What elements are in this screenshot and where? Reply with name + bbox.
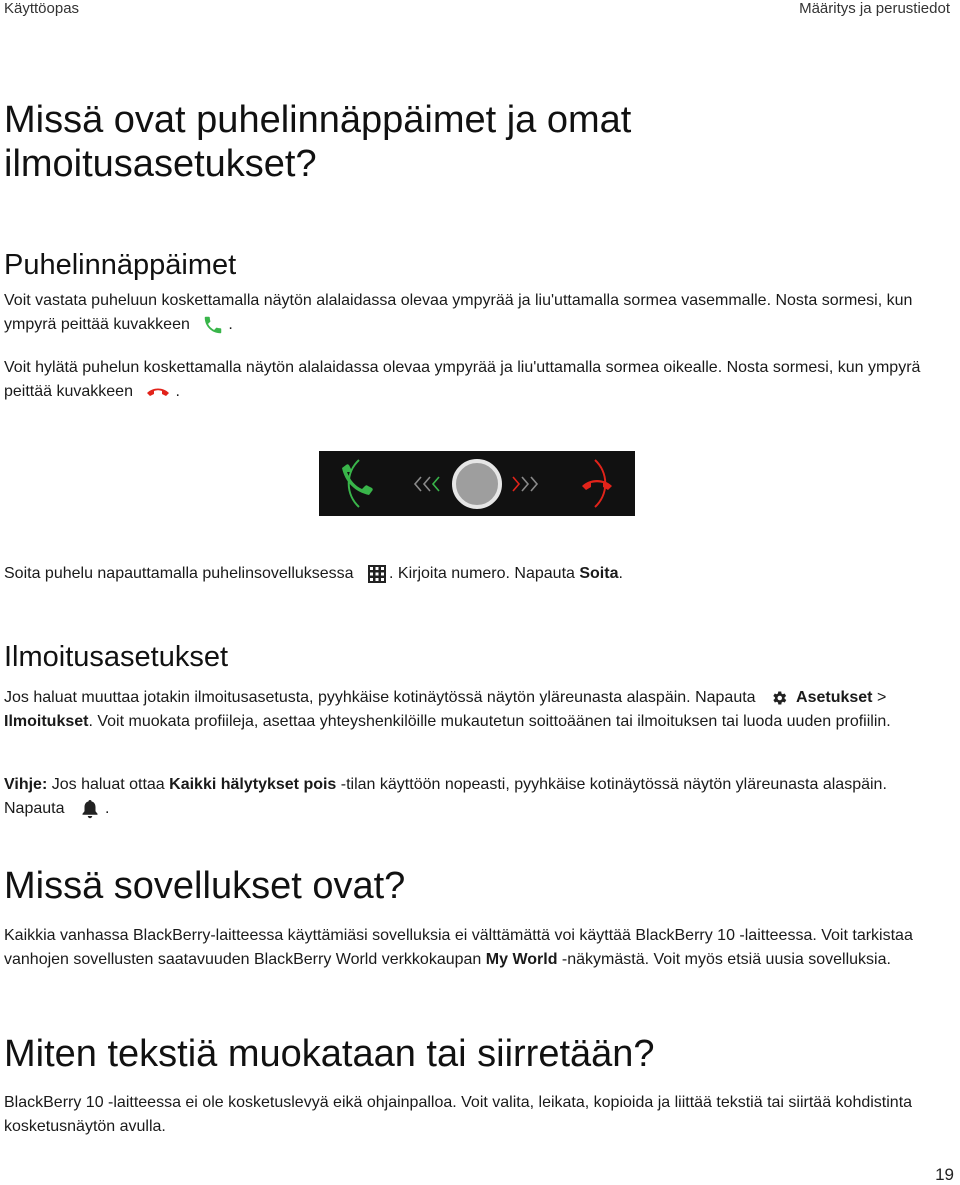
section-heading-keys: Puhelinnäppäimet: [4, 249, 237, 281]
tip-label: Vihje:: [4, 776, 48, 793]
paragraph-apps-text-b: -näkymästä. Voit myös etsiä uusia sovelluksia.: [557, 951, 891, 968]
call-label: Soita: [579, 565, 619, 582]
page-title: [4, 98, 631, 186]
dialpad-icon: [368, 565, 386, 583]
paragraph-notify-text: Jos haluat muuttaa jotakin ilmoitusasetusta, pyyhkäise kotinäytössä näytön yläreunasta alaspäin. Napauta: [4, 689, 756, 706]
paragraph-dial: [4, 562, 949, 586]
paragraph-tip: [4, 773, 949, 821]
section-heading-apps: Missä sovellukset ovat?: [4, 865, 406, 907]
settings-label: Asetukset: [796, 689, 873, 706]
tip-text-a: Jos haluat ottaa: [47, 776, 170, 793]
phone-answer-icon: [202, 314, 224, 336]
paragraph-answer-text: Voit vastata puheluun koskettamalla näytön alalaidassa olevaa ympyrää ja liu'uttamalla sormea vasemmalle. Nosta sormesi, kun ympyrä peittää kuvakkeen: [4, 292, 913, 333]
phone-decline-icon: [145, 384, 171, 400]
paragraph-dial-mid: . Kirjoita numero. Napauta: [389, 565, 580, 582]
paragraph-dial-text: Soita puhelu napauttamalla puhelinsovelluksessa: [4, 565, 354, 582]
paragraph-dial-end: .: [618, 565, 623, 582]
paragraph-edit: BlackBerry 10 -laitteessa ei ole kosketuslevyä eikä ohjainpalloa. Voit valita, leikata, kopioida ja liittää tekstiä tai siirtää kohdistinta kosketusnäytön avulla.: [4, 1094, 913, 1135]
paragraph-apps-text-a: Kaikkia vanhassa BlackBerry-laitteessa käyttämiäsi sovelluksia ei välttämättä voi käyttää BlackBerry 10 -laitteessa. Voit tarkistaa vanhojen sovellusten saatavuuden BlackBerry World verkkokaupan: [4, 927, 913, 968]
tip-end: .: [104, 800, 110, 817]
notifications-label: Ilmoitukset: [4, 713, 89, 730]
all-alerts-off-label: Kaikki hälytykset pois: [169, 776, 337, 793]
header-section-title: Määritys ja perustiedot: [799, 0, 950, 17]
bell-icon: [81, 799, 99, 819]
page-number: 19: [935, 1165, 954, 1184]
page-title-line1: Missä ovat puhelinnäppäimet ja omat: [4, 99, 632, 141]
paragraph-decline: [4, 356, 949, 404]
incoming-call-slider-image: [319, 451, 635, 516]
page-title-line2: ilmoitusasetukset?: [4, 143, 317, 185]
paragraph-notify: [4, 686, 949, 734]
paragraph-notify-rest: . Voit muokata profiileja, asettaa yhteyshenkilöille mukautetun soittoäänen tai ilmoituksen tai luoda uuden profiilin.: [88, 713, 891, 730]
paragraph-answer-end: .: [228, 316, 233, 333]
slider-handle: [454, 461, 500, 507]
paragraph-apps: [4, 924, 949, 972]
section-heading-notify: Ilmoitusasetukset: [4, 641, 229, 673]
paragraph-answer: [4, 289, 949, 337]
paragraph-decline-text: Voit hylätä puhelun koskettamalla näytön alalaidassa olevaa ympyrää ja liu'uttamalla sormea oikealle. Nosta sormesi, kun ympyrä peittää kuvakkeen: [4, 359, 921, 400]
my-world-label: My World: [485, 951, 558, 968]
header-doc-title: Käyttöopas: [4, 0, 80, 17]
tip-text-b: -tilan käyttöön nopeasti, pyyhkäise kotinäytössä näytön yläreunasta alaspäin. Napauta: [4, 776, 887, 817]
paragraph-notify-sep: >: [872, 689, 887, 706]
section-heading-edit: Miten tekstiä muokataan tai siirretään?: [4, 1033, 655, 1075]
paragraph-decline-end: .: [175, 383, 180, 400]
gear-icon: [770, 689, 788, 707]
